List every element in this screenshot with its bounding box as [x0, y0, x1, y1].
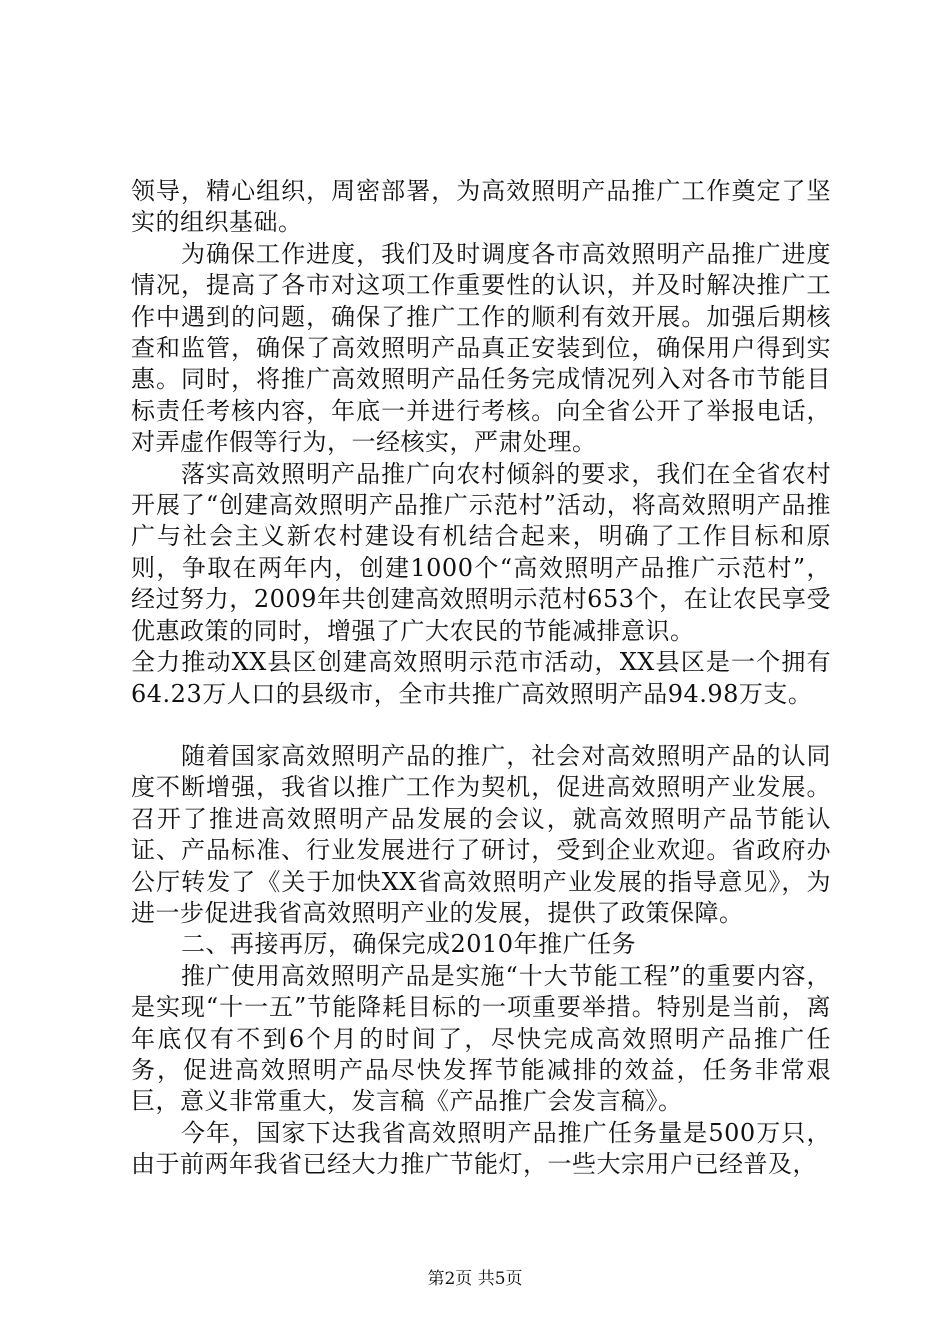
paragraph-7: 今年，国家下达我省高效照明产品推广任务量是500万只，由于前两年我省已经大力推广节能灯，一些大宗用户已经普及，	[131, 1118, 831, 1179]
section-heading: 二、再接再厉，确保完成2010年推广任务	[181, 930, 637, 959]
paragraph-2: 为确保工作进度，我们及时调度各市高效照明产品推广进度情况，提高了各市对这项工作重要性的认识，并及时解决推广工作中遇到的问题，确保了推广工作的顺利有效开展。加强后期核查和监管，确保了高效照明产品真正安装到位，确保用户得到实惠。同时，将推广高效照明产品任务完成情况列入对各市节能目标责任考核内容，年底一并进行考核。向全省公开了举报电话，对弄虚作假等行为，一经核实，严肃处理。	[131, 239, 831, 457]
paragraph-6: 推广使用高效照明产品是实施“十大节能工程”的重要内容，是实现“十一五”节能降耗目标的一项重要举措。特别是当前，离年底仅有不到6个月的时间了，尽快完成高效照明产品推广任务，促进高效照明产品尽快发挥节能减排的效益，任务非常艰巨，意义非常重大，发言稿《产品推广会发言稿》。	[131, 961, 831, 1116]
paragraph-3: 落实高效照明产品推广向农村倾斜的要求，我们在全省农村开展了“创建高效照明产品推广示范村”活动，将高效照明产品推广与社会主义新农村建设有机结合起来，明确了工作目标和原则，争取在两年内，创建1000个“高效照明产品推广示范村”，经过努力，2009年共创建高效照明示范村653个，在让农民享受优惠政策的同时，增强了广大农民的节能减排意识。	[131, 459, 831, 645]
paragraph-5: 随着国家高效照明产品的推广，社会对高效照明产品的认同度不断增强，我省以推广工作为契机，促进高效照明产业发展。召开了推进高效照明产品发展的会议，就高效照明产品节能认证、产品标准、行业发展进行了研讨，受到企业欢迎。省政府办公厅转发了《关于加快XX省高效照明产业发展的指导意见》，为进一步促进我省高效照明产业的发展，提供了政策保障。	[131, 741, 831, 927]
document-body	[131, 176, 831, 1181]
paragraph-4: 全力推动XX县区创建高效照明示范市活动，XX县区是一个拥有64.23万人口的县级市，全市共推广高效照明产品94.98万支。	[131, 648, 831, 708]
page-number-footer: 第2页 共5页	[427, 1269, 523, 1289]
paragraph-1: 领导，精心组织，周密部署，为高效照明产品推广工作奠定了坚实的组织基础。	[131, 177, 831, 237]
